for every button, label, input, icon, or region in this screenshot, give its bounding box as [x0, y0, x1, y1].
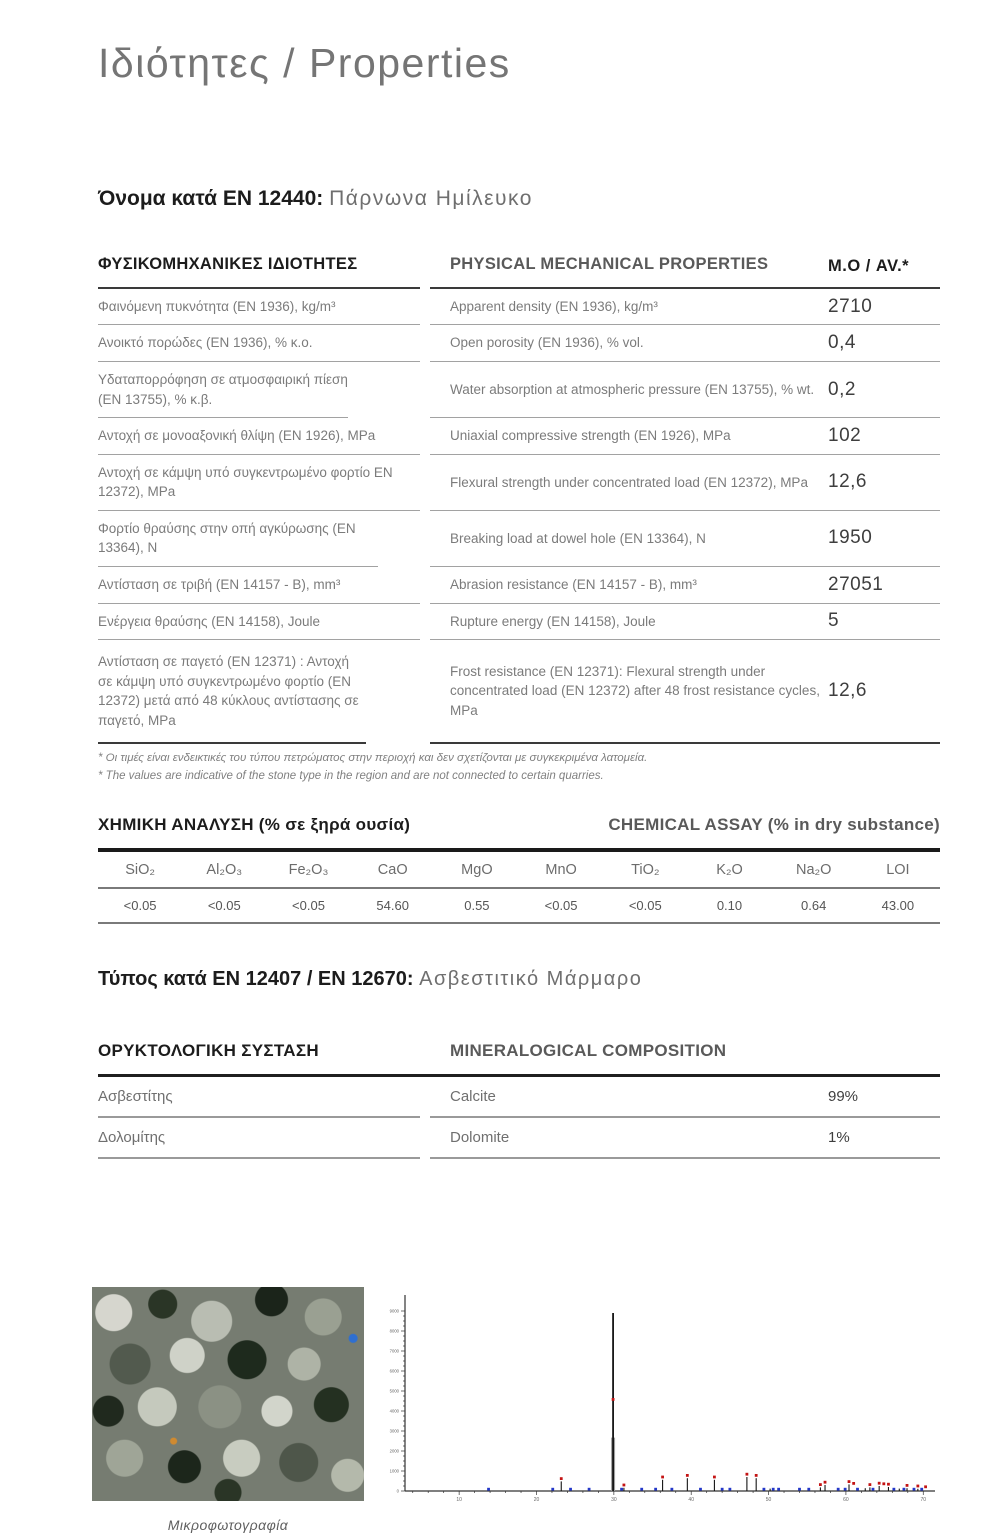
property-english: Rupture energy (EN 14158), Joule [450, 613, 656, 629]
svg-text:5000: 5000 [389, 1388, 399, 1394]
chemical-value: <0.05 [292, 897, 325, 913]
stone-name-line [98, 187, 940, 211]
property-greek: Αντίσταση σε τριβή (EN 14157 - B), mm³ [98, 567, 420, 604]
chemical-column-header: LOI [886, 861, 910, 878]
svg-text:8000: 8000 [389, 1328, 399, 1334]
property-value: 2710 [828, 295, 873, 317]
chemical-value: 43.00 [881, 897, 915, 913]
svg-text:60: 60 [843, 1496, 849, 1503]
property-greek: Ενέργεια θραύσης (EN 14158), Joule [98, 604, 420, 641]
svg-text:0: 0 [396, 1488, 399, 1494]
chemical-value: 0.64 [801, 897, 827, 913]
property-greek: Ανοικτό πορώδες (EN 1936), % κ.ο. [98, 325, 420, 362]
xrd-chart-svg [378, 1287, 940, 1523]
table-row [430, 418, 940, 455]
table-row [430, 567, 940, 604]
chemical-value: <0.05 [628, 897, 662, 913]
svg-text:40: 40 [688, 1496, 694, 1503]
footnotes [98, 750, 940, 785]
svg-text:70: 70 [920, 1496, 927, 1503]
mineralogical-header-english: MINERALOGICAL COMPOSITION [450, 1040, 727, 1060]
chemical-column-header: CaO [377, 861, 408, 878]
property-english: Frost resistance (EN 12371): Flexural strength under concentrated load (EN 12372) after 48 frost resistance cycles, MPa [450, 663, 820, 719]
table-row [430, 1118, 940, 1159]
chemical-header-english: CHEMICAL ASSAY (% in dry substance) [608, 814, 940, 834]
mineralogical-header-greek: ΟΡΥΚΤΟΛΟΓΙΚΗ ΣΥΣΤΑΣΗ [98, 1040, 319, 1060]
property-greek: Αντίσταση σε παγετό (EN 12371) : Αντοχή σε κάμψη υπό συγκεντρωμένο φορτίο (EN 12372) μετά από 48 κύκλους αντίστασης σε παγετό, MPa [98, 640, 366, 744]
property-english: Apparent density (EN 1936), kg/m³ [450, 298, 658, 314]
chemical-header-greek: ΧΗΜΙΚΗ ΑΝΑΛΥΣΗ (% σε ξηρά ουσία) [98, 814, 411, 834]
chemical-column-header: K₂O [716, 861, 743, 878]
mineral-english: Dolomite [450, 1128, 510, 1146]
table-row [430, 640, 940, 744]
property-greek: Φορτίο θραύσης στην οπή αγκύρωσης (EN 13364), N [98, 511, 378, 567]
svg-text:7000: 7000 [389, 1348, 399, 1354]
chemical-column-header: MgO [461, 861, 493, 878]
property-greek: Φαινόμενη πυκνότητα (EN 1936), kg/m³ [98, 289, 420, 326]
svg-text:20: 20 [533, 1496, 540, 1503]
property-greek: Αντοχή σε κάμψη υπό συγκεντρωμένο φορτίο EN 12372), MPa [98, 455, 420, 511]
svg-text:1000: 1000 [389, 1468, 399, 1474]
table-row [430, 511, 940, 567]
svg-text:6000: 6000 [389, 1368, 399, 1374]
property-english: Abrasion resistance (EN 14157 - B), mm³ [450, 576, 697, 592]
stone-name-label: Όνομα κατά EN 12440: [98, 187, 324, 210]
physical-header-average: Μ.Ο / AV.* [828, 257, 910, 276]
microphotograph-block [92, 1287, 364, 1533]
property-value: 12,6 [828, 680, 867, 702]
property-english: Breaking load at dowel hole (EN 13364), N [450, 530, 706, 546]
stone-type-value: Ασβεστιτικό Μάρμαρο [419, 967, 643, 990]
property-value: 0,4 [828, 332, 856, 354]
chemical-assay-header [98, 815, 940, 835]
footnote-english: * The values are indicative of the stone type in the region and are not connected to certain quarries. [98, 769, 604, 782]
chemical-column-header: Al₂O₃ [206, 861, 243, 878]
property-english: Water absorption at atmospheric pressure (EN 13755), % wt. [450, 381, 815, 397]
page-title: Ιδιότητες / Properties [98, 40, 511, 86]
stone-type-label: Τύπος κατά EN 12407 / EN 12670: [98, 967, 414, 990]
mineral-percentage: 1% [828, 1128, 850, 1146]
microphotograph-caption: Μικροφωτογραφία [167, 1516, 289, 1533]
chemical-column-headers [98, 852, 940, 889]
mineralogical-section [98, 1041, 940, 1159]
property-greek: Αντοχή σε μονοαξονική θλίψη (EN 1926), MPa [98, 418, 420, 455]
chemical-value: 54.60 [376, 897, 409, 913]
svg-text:10: 10 [456, 1496, 462, 1503]
chemical-column-header: Fe₂O₃ [288, 861, 329, 878]
chemical-values-row [98, 889, 940, 924]
property-value: 12,6 [828, 471, 867, 493]
table-row [430, 1077, 940, 1118]
property-english: Uniaxial compressive strength (EN 1926), MPa [450, 428, 731, 444]
chemical-assay-section [98, 815, 940, 924]
chemical-value: <0.05 [544, 897, 578, 913]
svg-text:3000: 3000 [389, 1428, 399, 1434]
svg-text:30: 30 [611, 1496, 617, 1503]
chemical-value: 0.10 [716, 897, 743, 913]
chemical-value: <0.05 [123, 897, 157, 913]
chemical-column-header: SiO₂ [125, 861, 155, 878]
property-value: 0,2 [828, 378, 856, 400]
chemical-assay-table [98, 848, 940, 924]
table-row [430, 455, 940, 511]
svg-text:50: 50 [765, 1496, 772, 1503]
physical-header-greek: ΦΥΣΙΚΟΜΗΧΑΝΙΚΕΣ ΙΔΙΟΤΗΤΕΣ [98, 247, 420, 289]
property-value: 5 [828, 610, 840, 632]
table-row [430, 289, 940, 326]
property-greek: Υδαταπορρόφηση σε ατμοσφαιρική πίεση (EN 13755), % κ.β. [98, 362, 348, 418]
chemical-value: 0.55 [464, 897, 490, 913]
svg-text:4000: 4000 [389, 1408, 399, 1414]
property-value: 102 [828, 424, 862, 446]
physical-header-right [430, 247, 940, 289]
table-row [430, 604, 940, 641]
mineralogical-table [98, 1074, 940, 1159]
chemical-value: <0.05 [207, 897, 241, 913]
mineral-english: Calcite [450, 1087, 496, 1105]
chemical-column-header: MnO [545, 861, 577, 878]
svg-text:2000: 2000 [389, 1448, 399, 1454]
table-row [430, 362, 940, 418]
chemical-column-header: TiO₂ [631, 861, 660, 878]
property-english: Open porosity (EN 1936), % vol. [450, 335, 644, 351]
footnote-greek: * Οι τιμές είναι ενδεικτικές του τύπου πετρώματος στην περιοχή και δεν σχετίζονται με συγκεκριμένα λατομεία. [98, 752, 648, 765]
figures-row [92, 1287, 940, 1533]
mineral-percentage: 99% [828, 1087, 859, 1105]
property-english: Flexural strength under concentrated load (EN 12372), MPa [450, 474, 808, 490]
microphotograph-image [92, 1287, 364, 1501]
xrd-chart [378, 1287, 940, 1523]
property-value: 1950 [828, 527, 873, 549]
mineral-greek: Ασβεστίτης [98, 1077, 420, 1118]
svg-text:9000: 9000 [389, 1308, 399, 1314]
stone-type-line [98, 968, 940, 991]
mineralogical-header [98, 1041, 940, 1074]
property-value: 27051 [828, 573, 884, 595]
chemical-column-header: Na₂O [795, 861, 832, 878]
physical-properties-table [98, 247, 940, 744]
table-row [430, 325, 940, 362]
mineral-greek: Δολομίτης [98, 1118, 420, 1159]
stone-name-value: Πάρνωνα Ημίλευκο [329, 187, 533, 210]
physical-header-english: PHYSICAL MECHANICAL PROPERTIES [450, 255, 769, 273]
